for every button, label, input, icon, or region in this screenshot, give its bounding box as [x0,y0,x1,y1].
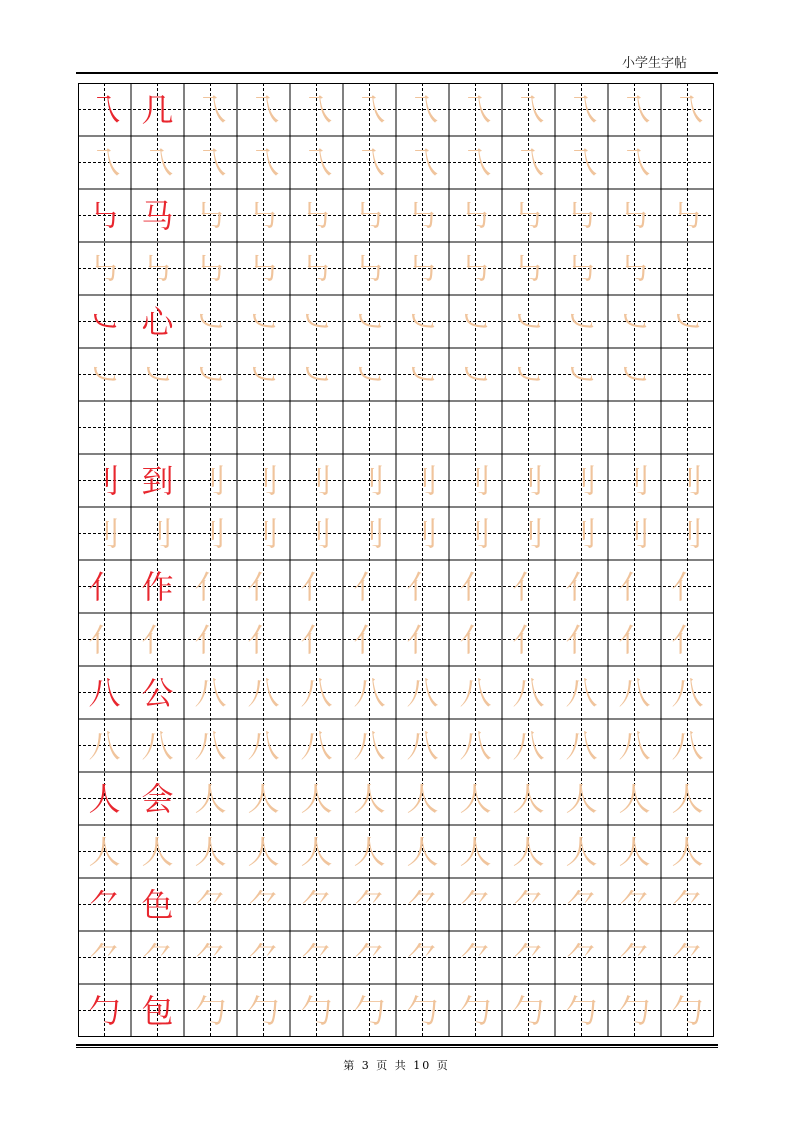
trace-character: 八 [618,726,651,765]
trace-character: 人 [247,832,280,871]
trace-character: 刂 [512,461,545,500]
trace-character [555,401,608,454]
trace-character: 人 [618,832,651,871]
trace-character: 八 [512,726,545,765]
trace-character [184,401,237,454]
trace-character: ⺈ [300,938,333,977]
trace-character: 亻 [247,567,280,606]
trace-character: ⺈ [353,938,386,977]
trace-character: 勹 [247,991,280,1030]
trace-character: 刂 [671,514,704,553]
trace-character: ㇉ [618,249,651,288]
trace-character: 人 [512,832,545,871]
trace-character: 乁 [300,143,333,182]
trace-character: ⺈ [88,938,121,977]
trace-character: 人 [88,832,121,871]
trace-character [608,401,661,454]
trace-character: 八 [247,673,280,712]
trace-character: ㇃ [671,302,704,341]
trace-character [661,401,714,454]
trace-character: 八 [671,673,704,712]
trace-character: 刂 [565,514,598,553]
trace-character: ㇃ [618,355,651,394]
trace-character: 亻 [300,567,333,606]
trace-character: 亻 [671,567,704,606]
trace-character: ㇃ [406,355,439,394]
trace-character: 亻 [141,620,174,659]
trace-character [237,401,290,454]
trace-character: 乁 [459,143,492,182]
trace-character: 刂 [512,514,545,553]
trace-character: 乁 [565,90,598,129]
trace-character: 人 [512,779,545,818]
model-character: 会 [141,779,174,818]
trace-character: 勹 [300,991,333,1030]
trace-character [449,401,502,454]
trace-character: 亻 [88,620,121,659]
trace-character: 刂 [459,461,492,500]
trace-character: ㇉ [353,196,386,235]
trace-character: 亻 [300,620,333,659]
trace-character: 刂 [406,514,439,553]
trace-character: ㇉ [247,196,280,235]
trace-character: ㇉ [300,196,333,235]
trace-character: 乁 [459,90,492,129]
trace-character: 刂 [300,461,333,500]
model-character: 刂 [88,461,121,500]
trace-character: ㇃ [247,302,280,341]
footer-rule-thin [76,1047,718,1048]
trace-character: ㇉ [565,249,598,288]
trace-character: 八 [247,726,280,765]
trace-character: ㇉ [565,196,598,235]
trace-character: 八 [353,673,386,712]
trace-character: ㇃ [300,302,333,341]
trace-character: ⺈ [406,938,439,977]
trace-character: ㇃ [194,355,227,394]
trace-character: ⺈ [459,938,492,977]
model-character: 作 [141,567,174,606]
trace-character: ⺈ [512,885,545,924]
model-character: 公 [141,673,174,712]
trace-character: 八 [194,726,227,765]
trace-character: 刂 [353,514,386,553]
trace-character: ㇃ [194,302,227,341]
trace-character: 亻 [618,620,651,659]
trace-character: 人 [406,779,439,818]
trace-character: 乁 [353,143,386,182]
trace-character: ㇃ [141,355,174,394]
trace-character: ⺈ [459,885,492,924]
trace-character: 亻 [512,567,545,606]
model-character: ㇉ [88,196,121,235]
trace-character: 乁 [406,90,439,129]
trace-character: 刂 [406,461,439,500]
trace-character: ㇉ [671,196,704,235]
model-character: ⺈ [88,885,121,924]
trace-character: 勹 [459,991,492,1030]
trace-character [502,401,555,454]
trace-character: 乁 [565,143,598,182]
trace-character: 亻 [565,620,598,659]
trace-character: 八 [406,726,439,765]
trace-character: ㇉ [141,249,174,288]
trace-character: 人 [247,779,280,818]
trace-character: ⺈ [141,938,174,977]
trace-character: 刂 [459,514,492,553]
trace-character: ㇃ [565,355,598,394]
trace-character: ⺈ [671,885,704,924]
trace-character: 亻 [618,567,651,606]
trace-character: 乁 [618,90,651,129]
trace-character: 刂 [300,514,333,553]
trace-character: 乁 [247,143,280,182]
trace-character: ㇉ [353,249,386,288]
trace-character: 亻 [247,620,280,659]
trace-character [661,348,714,401]
trace-character: 人 [671,779,704,818]
page-header-title: 小学生字帖 [621,56,687,71]
trace-character: ⺈ [512,938,545,977]
trace-character [396,401,449,454]
trace-character: 人 [300,779,333,818]
trace-character: ㇉ [512,249,545,288]
model-character: 亻 [88,567,121,606]
trace-character: 八 [194,673,227,712]
trace-character: 乁 [88,143,121,182]
trace-character: 亻 [406,567,439,606]
trace-character: 刂 [353,461,386,500]
trace-character: ⺈ [671,938,704,977]
trace-character: 八 [353,726,386,765]
trace-character: ㇃ [406,302,439,341]
trace-character: 亻 [459,620,492,659]
trace-character [343,401,396,454]
trace-character: ㇉ [618,196,651,235]
trace-character: ⺈ [565,938,598,977]
trace-character: 亻 [194,567,227,606]
trace-character: 人 [353,832,386,871]
trace-character: ㇃ [512,302,545,341]
trace-character: ㇉ [459,196,492,235]
trace-character: ㇃ [618,302,651,341]
trace-character: 人 [459,779,492,818]
trace-character: 乁 [300,90,333,129]
trace-character: ㇃ [459,355,492,394]
trace-character [131,401,184,454]
trace-character: ㇉ [406,196,439,235]
trace-character: 勹 [618,991,651,1030]
trace-character [661,136,714,189]
trace-character: 亻 [671,620,704,659]
trace-character: 勹 [565,991,598,1030]
model-character: 包 [141,991,174,1030]
trace-character: 乁 [618,143,651,182]
trace-character: 刂 [618,514,651,553]
trace-character: 八 [671,726,704,765]
trace-character: ⺈ [565,885,598,924]
trace-character: ㇉ [406,249,439,288]
trace-character: 勹 [406,991,439,1030]
model-character: 人 [88,779,121,818]
trace-character: 人 [194,779,227,818]
trace-character: 勹 [512,991,545,1030]
model-character: 乁 [88,90,121,129]
trace-character: 刂 [88,514,121,553]
trace-character: 八 [300,673,333,712]
trace-character: 乁 [194,90,227,129]
page-number: 第 3 页 共 10 页 [343,1059,450,1072]
trace-character: 乁 [512,90,545,129]
trace-character: 人 [353,779,386,818]
trace-character: ⺈ [406,885,439,924]
trace-character: ㇃ [353,355,386,394]
trace-character: 人 [141,832,174,871]
trace-character: ㇉ [300,249,333,288]
trace-character [290,401,343,454]
trace-character: 勹 [194,991,227,1030]
trace-character: 八 [88,726,121,765]
footer-rule [76,1044,718,1046]
trace-character: 刂 [247,461,280,500]
trace-character: ㇉ [194,249,227,288]
trace-character: ⺈ [618,885,651,924]
model-character: 勹 [88,991,121,1030]
trace-character: ㇃ [459,302,492,341]
practice-grid [78,83,714,1037]
trace-character: 八 [300,726,333,765]
trace-character: 人 [618,779,651,818]
model-character: 几 [141,90,174,129]
trace-character: 乁 [406,143,439,182]
header-rule [76,72,718,74]
trace-character: 乁 [353,90,386,129]
trace-character: 刂 [194,514,227,553]
trace-character: 八 [141,726,174,765]
trace-character: 人 [565,832,598,871]
trace-character: 亻 [512,620,545,659]
trace-character: ⺈ [247,885,280,924]
trace-character: ㇉ [194,196,227,235]
trace-character: ⺈ [247,938,280,977]
trace-character: 亻 [406,620,439,659]
trace-character: 亻 [194,620,227,659]
trace-character: 勹 [353,991,386,1030]
trace-character: 亻 [353,620,386,659]
trace-character: ⺈ [300,885,333,924]
trace-character: ㇉ [88,249,121,288]
trace-character: 亻 [459,567,492,606]
trace-character: 八 [406,673,439,712]
trace-character: 八 [459,726,492,765]
trace-character: 刂 [618,461,651,500]
trace-character: ㇃ [247,355,280,394]
trace-character: 刂 [194,461,227,500]
trace-character: ㇃ [88,355,121,394]
trace-character: 人 [459,832,492,871]
trace-character: 乁 [194,143,227,182]
trace-character: ㇉ [512,196,545,235]
model-character: 马 [141,196,174,235]
trace-character: 乁 [141,143,174,182]
trace-character: ⺈ [194,885,227,924]
trace-character: 八 [565,673,598,712]
trace-character: 人 [565,779,598,818]
model-character: 心 [141,302,174,341]
trace-character: 八 [459,673,492,712]
trace-character: 人 [194,832,227,871]
trace-character: 乁 [671,90,704,129]
trace-character: ⺈ [618,938,651,977]
model-character: 到 [141,461,174,500]
trace-character: ⺈ [194,938,227,977]
trace-character: 人 [406,832,439,871]
trace-character: 刂 [141,514,174,553]
trace-character: ㇃ [512,355,545,394]
model-character: ㇃ [88,302,121,341]
trace-character: ㇃ [300,355,333,394]
trace-character: 八 [618,673,651,712]
trace-character: ㇃ [353,302,386,341]
trace-character: 人 [671,832,704,871]
trace-character: 八 [512,673,545,712]
model-character: 八 [88,673,121,712]
trace-character [78,401,131,454]
trace-character: 刂 [671,461,704,500]
trace-character: 人 [300,832,333,871]
trace-character: 八 [565,726,598,765]
trace-character: ㇃ [565,302,598,341]
trace-character: ㇉ [459,249,492,288]
trace-character: 亻 [565,567,598,606]
trace-character: 勹 [671,991,704,1030]
trace-character: ㇉ [247,249,280,288]
trace-character [661,242,714,295]
trace-character: 刂 [565,461,598,500]
trace-character: 乁 [247,90,280,129]
model-character: 色 [141,885,174,924]
trace-character: 刂 [247,514,280,553]
trace-character: 乁 [512,143,545,182]
trace-character: 亻 [353,567,386,606]
trace-character: ⺈ [353,885,386,924]
